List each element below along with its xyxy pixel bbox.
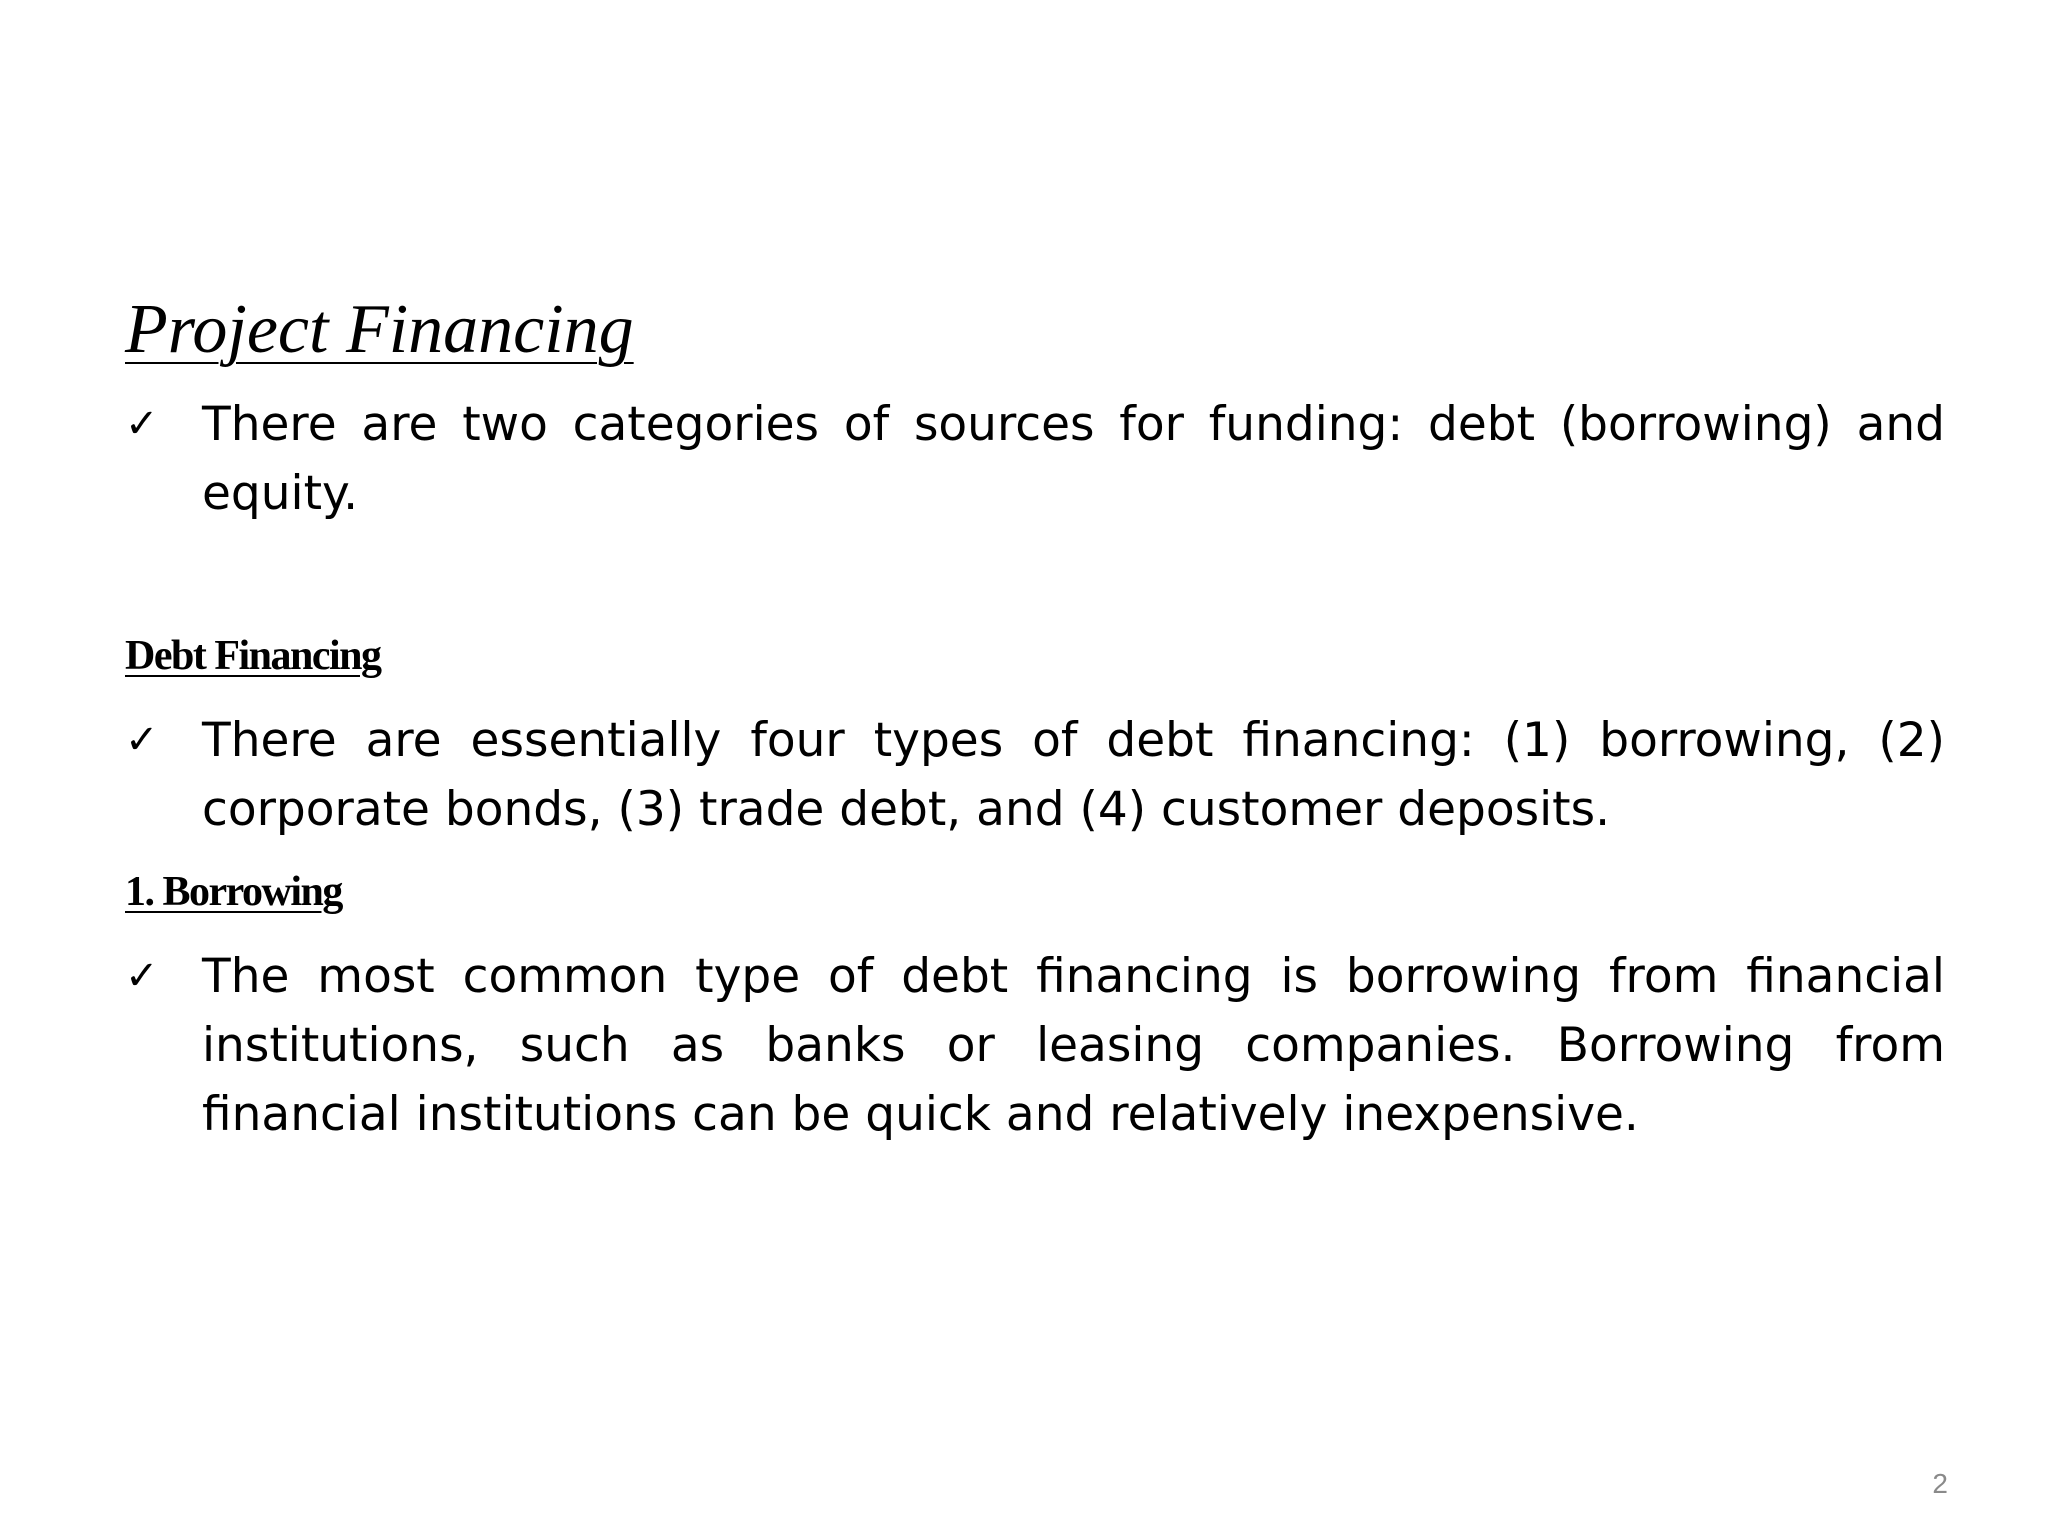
- bullet-text: The most common type of debt financing is borrowing from financial institutions, such as banks or leasing companies. Borrowing from financial institutions can be quick and relatively inexpensive.: [202, 949, 1945, 1142]
- section-heading-debt-financing: Debt Financing: [125, 633, 381, 679]
- checkmark-icon: ✓: [125, 717, 159, 763]
- checkmark-icon: ✓: [125, 953, 159, 999]
- page-number: 2: [1932, 1468, 1948, 1499]
- bullet-item-borrowing: [125, 942, 1945, 1149]
- bullet-item-funding-categories: [125, 390, 1945, 528]
- bullet-item-debt-types: [125, 706, 1945, 844]
- bullet-text: There are two categories of sources for funding: debt (borrowing) and equity.: [202, 397, 1945, 521]
- bullet-text: There are essentially four types of debt financing: (1) borrowing, (2) corporate bonds, (3) trade debt, and (4) customer deposits.: [202, 713, 1945, 837]
- slide-title: Project Financing: [125, 291, 634, 368]
- checkmark-icon: ✓: [125, 401, 159, 447]
- subsection-heading-borrowing: 1. Borrowing: [125, 869, 342, 915]
